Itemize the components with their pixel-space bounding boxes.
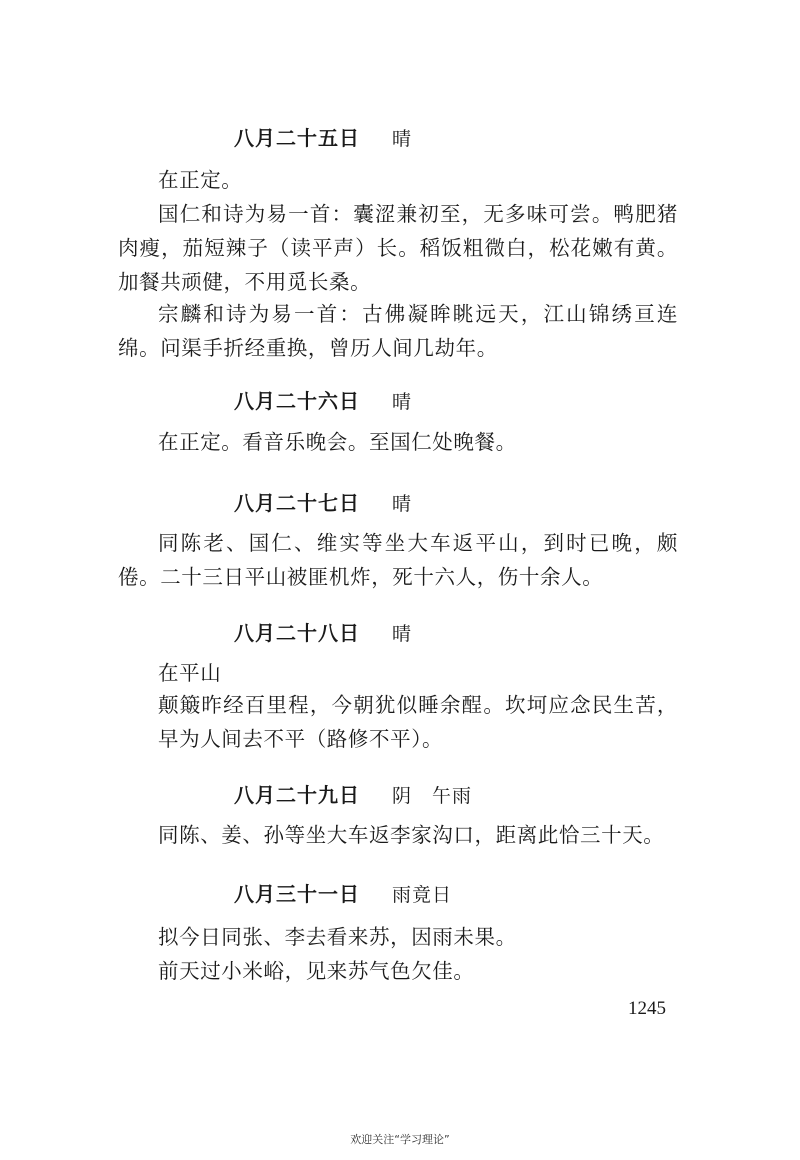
entry-heading	[234, 385, 412, 414]
entry-paragraph: 拟今日同张、李去看来苏，因雨未果。	[158, 925, 517, 949]
entry-paragraph: 宗麟和诗为易一首：古佛凝眸眺远天，江山锦绣亘连绵。问渠手折经重换，曾历人间几劫年。	[118, 302, 678, 360]
entry-paragraph: 同陈老、国仁、维实等坐大车返平山，到时已晚，颇倦。二十三日平山被匪机炸，死十六人，伤十余人。	[118, 531, 678, 589]
entry-weather: 晴	[392, 128, 413, 150]
entry-date: 八月二十九日	[234, 783, 360, 807]
page-number: 1245	[628, 998, 666, 1019]
entry-date: 八月二十六日	[234, 389, 360, 413]
entry-paragraph: 在平山	[158, 661, 222, 685]
entry-heading	[234, 779, 472, 808]
footer-text: 欢迎关注“学习理论”	[350, 1133, 450, 1146]
entry-date: 八月三十一日	[234, 882, 360, 906]
entry-date: 八月二十八日	[234, 621, 360, 645]
entry-paragraph: 前天过小米峪，见来苏气色欠佳。	[158, 959, 475, 983]
entry-paragraph: 在正定。	[158, 168, 243, 192]
entry-weather: 雨竟日	[392, 884, 453, 906]
entry-heading	[234, 878, 452, 907]
entry-paragraph: 同陈、姜、孙等坐大车返李家沟口，距离此恰三十天。	[158, 823, 665, 847]
entry-paragraph: 在正定。看音乐晚会。至国仁处晚餐。	[158, 430, 517, 454]
entry-weather: 晴	[392, 623, 413, 645]
poem-text: 颠簸昨经百里程，今朝犹似睡余酲。坎坷应念民生苦，早为人间去不平（路修不平）。	[158, 693, 678, 751]
entry-date: 八月二十五日	[234, 126, 360, 150]
entry-heading	[234, 617, 412, 646]
entry-heading	[234, 122, 412, 151]
entry-paragraph	[158, 688, 678, 756]
entry-date: 八月二十七日	[234, 491, 360, 515]
entry-weather: 晴	[392, 493, 413, 515]
entry-weather: 晴	[392, 391, 413, 413]
entry-weather: 阴 午雨	[392, 785, 473, 807]
entry-paragraph: 国仁和诗为易一首：囊涩兼初至，无多味可尝。鸭肥猪肉瘦，茄短辣子（读平声）长。稻饭粗微白，松花嫩有黄。加餐共顽健，不用觅长桑。	[118, 202, 678, 294]
entry-heading	[234, 487, 412, 516]
